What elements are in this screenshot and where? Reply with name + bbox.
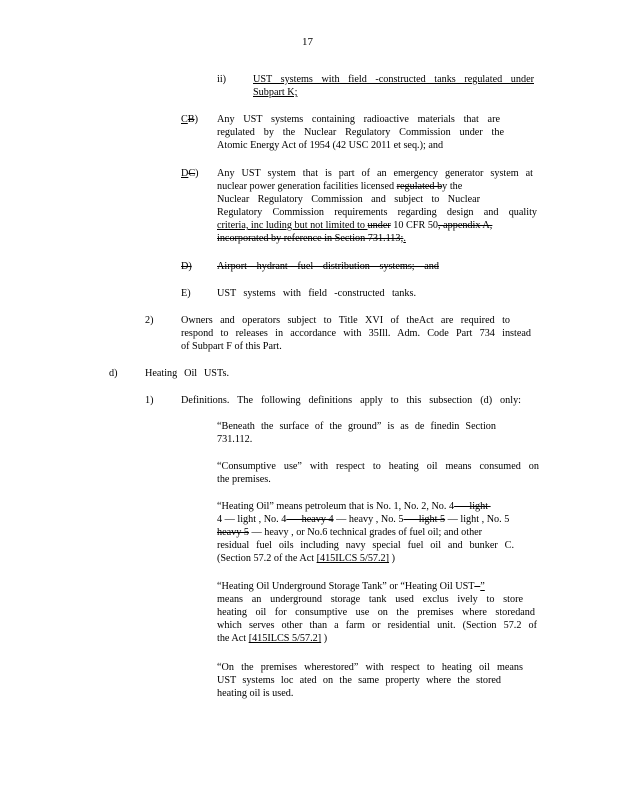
item-cb-label [181,113,198,126]
deleted-text: heavy 5 [217,527,249,538]
section-d-title: Heating Oil USTs. [145,368,229,379]
para-2-line3: of Subpart F of this Part. [181,341,282,352]
def-heating-oil-line5 [217,552,395,565]
inserted-text: [415ILCS 5/57.2] [248,633,322,644]
item-dc-line5 [217,219,492,232]
def-heating-oil-line4: residual fuel oils including navy special fuel oil and bunker C. [217,540,514,551]
section-d-label: d) [109,368,118,379]
item-e-label: E) [181,288,191,299]
para-2-line2: respond to releases in accordance with 35Ill. Adm. Code Part 734 instead [181,328,531,339]
item-dc-line3: Nuclear Regulatory Commission and subject to Nuclear [217,194,480,205]
label-old-letter: B [187,114,195,125]
def-houst-line2: means an underground storage tank used exclus ively to store [217,594,523,605]
deleted-text: — light 5 [403,514,446,525]
item-cb-line1: Any UST systems containing radioactive materials that are [217,114,500,125]
text-run: (Section 57.2 of the Act [217,553,317,564]
def-premises-line3: heating oil is used. [217,688,294,699]
definitions-label: 1) [145,395,154,406]
inserted-text: ” [480,581,485,592]
def-heating-oil-line2 [217,513,509,526]
def-heating-oil-line1 [217,500,491,513]
text-run: — heavy , No. 5 [333,514,404,525]
text-run: — heavy , or No.6 technical grades of fuel oil; and other [248,527,483,538]
deleted-text: - [474,581,481,592]
inserted-text: [415ILCS 5/57.2] [316,553,390,564]
deleted-text: — light [454,501,491,512]
item-ii-label: ii) [217,74,227,85]
para-2-label: 2) [145,315,154,326]
def-houst-line4: which serves other than a farm or residential unit. (Section 57.2 of [217,620,537,631]
def-beneath-line2: 731.112. [217,434,253,445]
label-new-letter: D [181,168,189,179]
text-run: ) [321,633,328,644]
def-houst-line3: heating oil for consumptive use on the premises where storedand [217,607,535,618]
label-paren: ) [194,114,198,125]
item-dc-line6 [217,232,406,245]
deleted-text: under [367,220,391,231]
def-beneath-line1: “Beneath the surface of the ground” is as de finedin Section [217,421,496,432]
inserted-text: . [403,233,406,244]
item-dc-label [181,167,199,180]
item-e-text: UST systems with field -constructed tanks. [217,288,416,299]
def-houst-line5 [217,632,327,645]
item-d-struck-text: Airport hydrant fuel distribution systems; and [217,261,439,272]
text-run: y the [442,181,463,192]
item-dc-line4: Regulatory Commission requirements regarding design and quality [217,207,537,218]
text-run: nuclear power generation facilities licensed [217,181,397,192]
text-run: 10 CFR 50 [390,220,439,231]
deleted-text: — heavy 4 [286,514,334,525]
item-dc-line1: Any UST system that is part of an emergency generator system at [217,168,533,179]
item-dc-line2 [217,180,462,193]
item-cb-line3: Atomic Energy Act of 1954 (42 USC 2011 et seq.); and [217,140,444,151]
item-d-struck-label: D) [181,261,192,272]
text-run: “Heating Oil Underground Storage Tank” or “Heating Oil UST [217,581,475,592]
def-heating-oil-line3 [217,526,482,539]
text-run: the Act [217,633,249,644]
label-new-letter: C [181,114,188,125]
def-consumptive-line1: “Consumptive use” with respect to heating oil means consumed on [217,461,539,472]
text-run: 4 — light , No. 4 [217,514,287,525]
text-run: “Heating Oil” means petroleum that is No. 1, No. 2, No. 4 [217,501,455,512]
item-ii-line1: UST systems with field -constructed tanks regulated under [253,74,534,85]
def-consumptive-line2: the premises. [217,474,271,485]
label-paren: ) [195,168,199,179]
para-2-line1: Owners and operators subject to Title XVI of theAct are required to [181,315,510,326]
def-premises-line1: “On the premises wherestored” with respect to heating oil means [217,662,523,673]
label-old-letter: C [188,168,196,179]
def-houst-line1 [217,580,485,593]
def-premises-line2: UST systems loc ated on the same property where the stored [217,675,501,686]
definitions-intro: Definitions. The following definitions apply to this subsection (d) only: [181,395,521,406]
text-run: — light , No. 5 [445,514,510,525]
deleted-text: incorporated by reference in Section 731.113; [217,233,404,244]
item-cb-line2: regulated by the Nuclear Regulatory Commission under the [217,127,504,138]
deleted-text: regulated b [396,181,443,192]
deleted-text: , appendix A, [438,220,493,231]
text-run: ) [389,553,395,564]
page-number: 17 [302,36,313,48]
item-ii-line2: Subpart K; [253,87,298,98]
inserted-text: criteria, inc luding but not limited to [217,220,368,231]
